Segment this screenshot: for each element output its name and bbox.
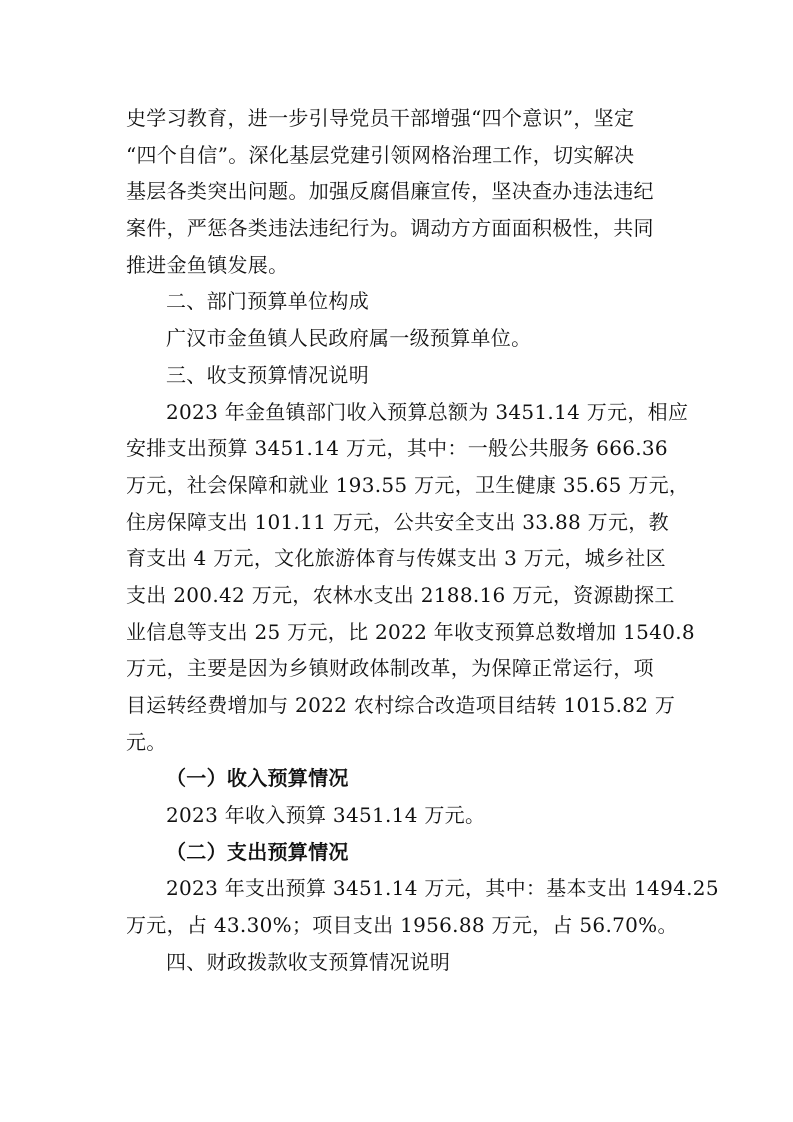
paragraph-line: 目运转经费增加与 2022 农村综合改造项目结转 1015.82 万 [126,693,676,717]
document-body [126,100,719,981]
paragraph-line: 万元，社会保障和就业 193.55 万元，卫生健康 35.65 万元， [126,472,690,497]
paragraph-line: 育支出 4 万元，文化旅游体育与传媒支出 3 万元，城乡社区 [126,546,666,571]
paragraph-line: “四个自信”。深化基层党建引领网格治理工作，切实解决 [126,142,635,167]
paragraph-line: 住房保障支出 101.11 万元，公共安全支出 33.88 万元，教 [126,509,669,534]
paragraph-line: 2023 年支出预算 3451.14 万元，其中：基本支出 1494.25 [166,876,719,901]
paragraph-line: 万元，占 43.30%；项目支出 1956.88 万元，占 56.70%。 [126,913,678,938]
paragraph-line: 业信息等支出 25 万元，比 2022 年收支预算总数增加 1540.8 [126,619,695,644]
paragraph-line: 元。 [126,729,167,754]
paragraph-line: 史学习教育，进一步引导党员干部增强“四个意识”，坚定 [126,106,635,130]
paragraph-line: 案件，严惩各类违法违纪行为。调动方方面面积极性，共同 [126,216,654,241]
paragraph-line: 推进金鱼镇发展。 [126,252,289,277]
paragraph-line: 安排支出预算 3451.14 万元，其中：一般公共服务 666.36 [126,436,668,461]
paragraph-line: 万元，主要是因为乡镇财政体制改革，为保障正常运行，项 [126,656,654,681]
section-heading-4: 四、财政拨款收支预算情况说明 [166,949,451,974]
subsection-heading-expense: （二）支出预算情况 [166,839,349,864]
section-heading-2: 二、部门预算单位构成 [166,289,369,314]
section-heading-3: 三、收支预算情况说明 [166,362,369,387]
paragraph-line: 2023 年金鱼镇部门收入预算总额为 3451.14 万元，相应 [166,399,689,424]
paragraph-line: 基层各类突出问题。加强反腐倡廉宣传，坚决查办违法违纪 [126,179,654,204]
paragraph-line: 广汉市金鱼镇人民政府属一级预算单位。 [166,326,532,351]
paragraph-line: 支出 200.42 万元，农林水支出 2188.16 万元，资源勘探工 [126,582,675,607]
subsection-heading-income: （一）收入预算情况 [166,766,349,791]
paragraph-line: 2023 年收入预算 3451.14 万元。 [166,803,486,828]
